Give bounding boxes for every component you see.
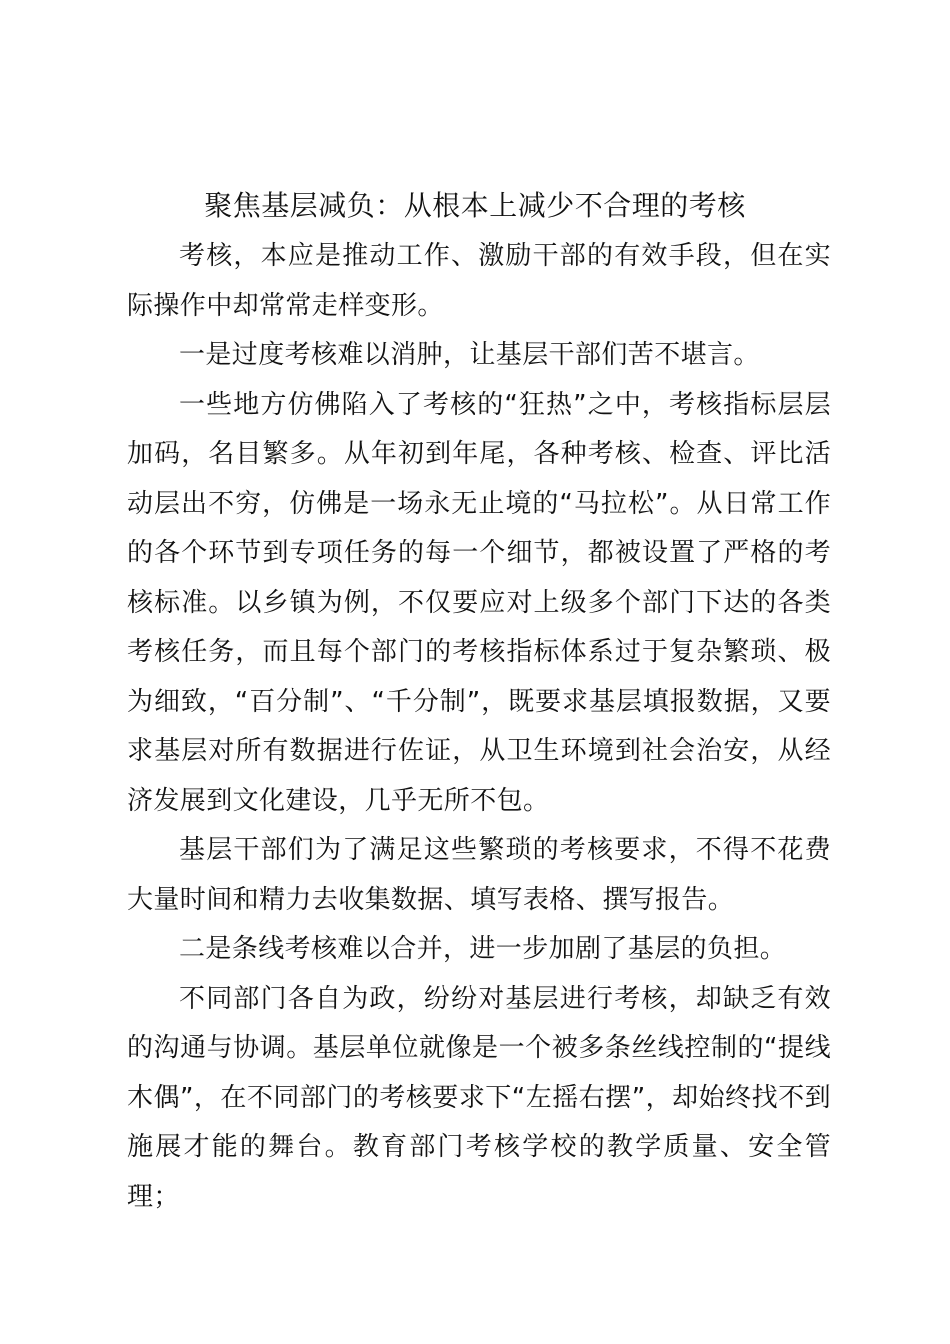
paragraph-point-two-detail: 不同部门各自为政，纷纷对基层进行考核，却缺乏有效的沟通与协调。基层单位就像是一个被多条丝线控制的“提线木偶”，在不同部门的考核要求下“左摇右摆”，却始终找不到施展才能的舞台。教育部门考核学校的教学质量、安全管理；: [127, 983, 831, 1212]
paragraph-point-one-detail: 一些地方仿佛陷入了考核的“狂热”之中，考核指标层层加码，名目繁多。从年初到年尾，各种考核、检查、评比活动层出不穷，仿佛是一场永无止境的“马拉松”。从日常工作的各个环节到专项任务的每一个细节，都被设置了严格的考核标准。以乡镇为例，不仅要应对上级多个部门下达的各类考核任务，而且每个部门的考核指标体系过于复杂繁琐、极为细致，“百分制”、“千分制”，既要求基层填报数据，又要求基层对所有数据进行佐证，从卫生环境到社会治安，从经济发展到文化建设，几乎无所不包。: [127, 389, 831, 816]
document-body: [127, 232, 831, 1222]
paragraph-point-two-heading: 二是条线考核难以合并，进一步加剧了基层的负担。: [179, 934, 787, 964]
paragraph-point-one-effect: 基层干部们为了满足这些繁琐的考核要求，不得不花费大量时间和精力去收集数据、填写表格、撰写报告。: [127, 835, 831, 915]
paragraph-intro: 考核，本应是推动工作、激励干部的有效手段，但在实际操作中却常常走样变形。: [127, 241, 831, 321]
paragraph-point-one-heading: 一是过度考核难以消肿，让基层干部们苦不堪言。: [179, 340, 760, 370]
document-title: 聚焦基层减负：从根本上减少不合理的考核: [204, 189, 746, 222]
